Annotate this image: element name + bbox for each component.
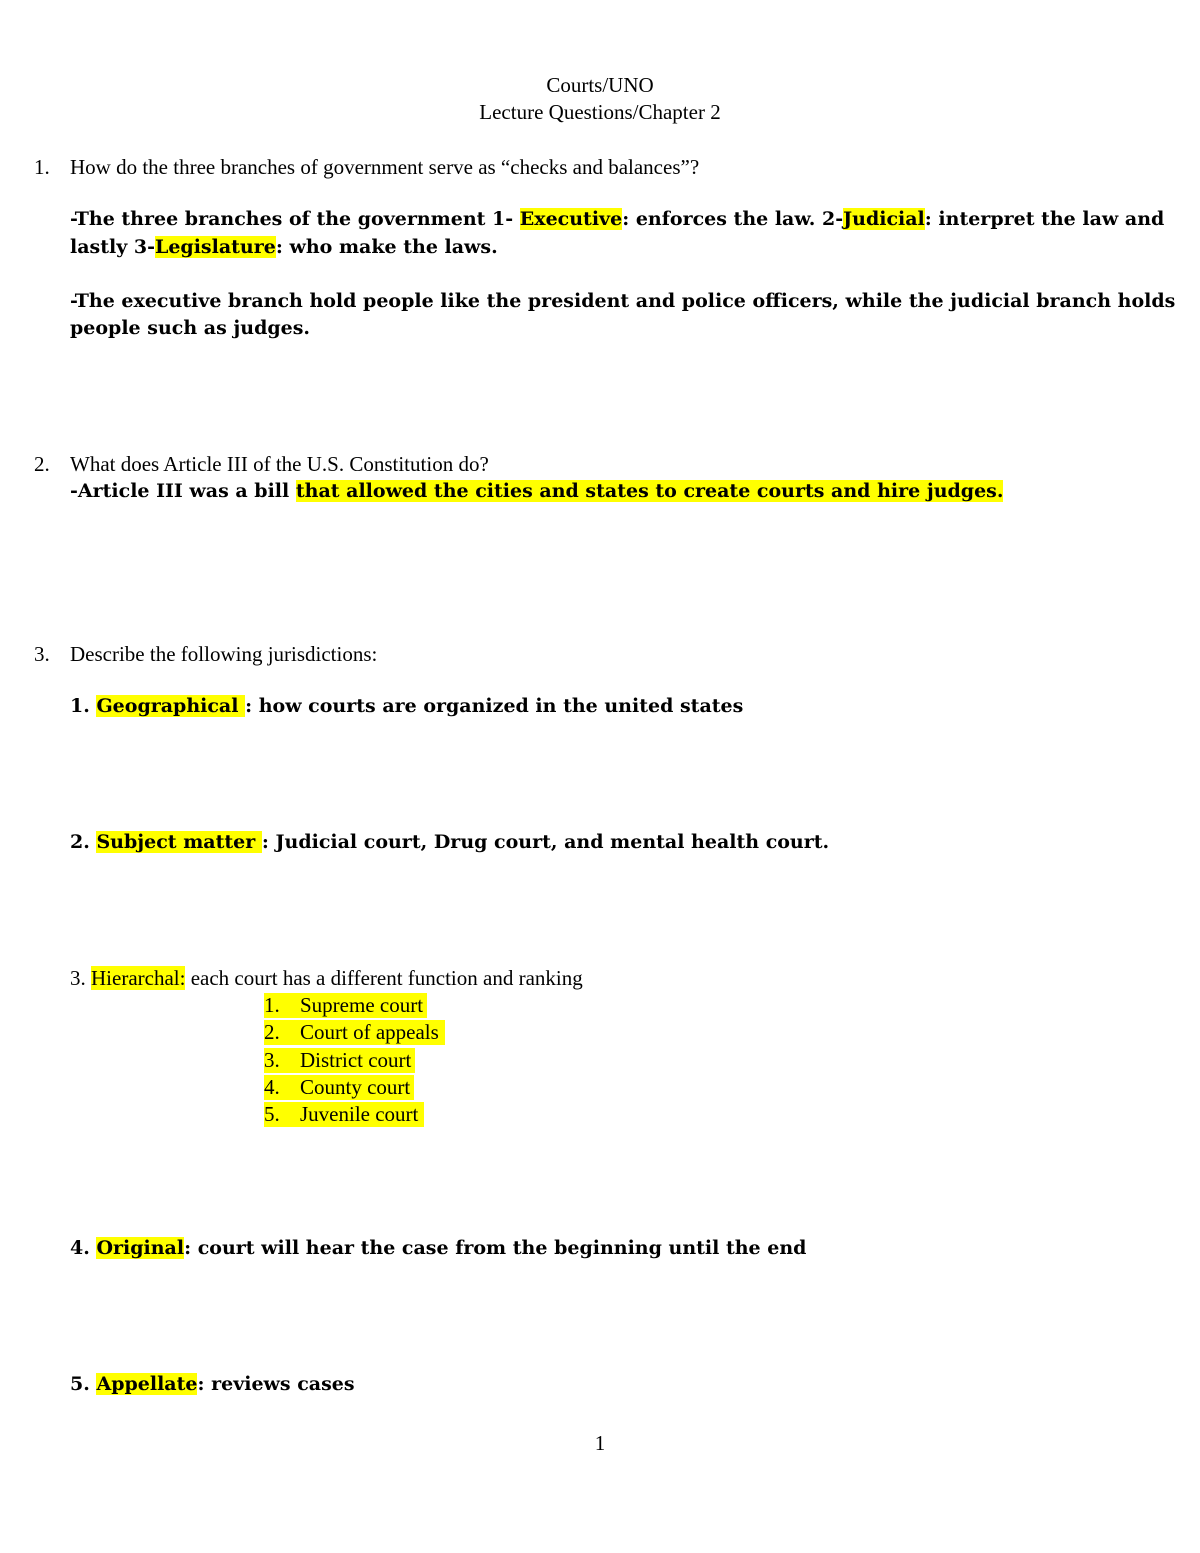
- answer-text: -Article III was a bill: [70, 480, 296, 502]
- item-description: : how courts are organized in the united states: [245, 695, 744, 717]
- court-number: 5.: [264, 1102, 280, 1126]
- page-title: Courts/UNO: [546, 73, 654, 97]
- court-list-item: [264, 1075, 414, 1100]
- answer-line: [70, 480, 1003, 502]
- highlighted-term: Judicial: [843, 208, 925, 230]
- highlighted-term: Hierarchal:: [91, 966, 186, 990]
- jurisdiction-item: [70, 966, 583, 991]
- jurisdiction-item: [70, 695, 743, 717]
- question-text: How do the three branches of government serve as “checks and balances”?: [70, 155, 700, 179]
- question-text: What does Article III of the U.S. Constitution do?: [70, 452, 489, 476]
- answer-text: : who make the laws.: [275, 236, 498, 258]
- court-number: 4.: [264, 1075, 280, 1099]
- highlighted-term: Appellate: [96, 1373, 198, 1395]
- jurisdiction-item: [70, 1237, 806, 1259]
- answer-text: -The three branches of the government 1-: [70, 208, 520, 230]
- item-number: 5.: [70, 1373, 97, 1395]
- item-number: 2.: [70, 831, 97, 853]
- item-description: : Judicial court, Drug court, and mental health court.: [261, 831, 830, 853]
- jurisdiction-item: [70, 831, 829, 853]
- answer-text: : enforces the law. 2-: [622, 208, 844, 230]
- answer-line: [70, 208, 1164, 230]
- answer-line: people such as judges.: [70, 317, 311, 339]
- court-name: County court: [300, 1075, 411, 1099]
- item-number: 4.: [70, 1237, 97, 1259]
- highlighted-term: Executive: [519, 208, 623, 230]
- highlighted-term: Original: [96, 1237, 185, 1259]
- highlighted-answer: that allowed the cities and states to create courts and hire judges.: [295, 480, 1004, 502]
- court-list-item: [264, 1102, 424, 1127]
- answer-text: : interpret the law and: [924, 208, 1165, 230]
- court-name: Supreme court: [300, 993, 424, 1017]
- item-description: : court will hear the case from the beginning until the end: [184, 1237, 807, 1259]
- question-text: Describe the following jurisdictions:: [70, 642, 378, 666]
- item-description: each court has a different function and ranking: [185, 966, 583, 990]
- item-number: 3.: [70, 966, 91, 990]
- page-number: 1: [594, 1431, 606, 1455]
- court-number: 3.: [264, 1048, 280, 1072]
- question-number: 3.: [34, 642, 50, 666]
- answer-line: -The executive branch hold people like the president and police officers, while the judicial branch holds: [70, 290, 1176, 312]
- question-number: 2.: [34, 452, 50, 476]
- question-number: 1.: [34, 155, 50, 179]
- highlighted-term: Legislature: [154, 236, 276, 258]
- highlighted-term: Subject matter: [96, 831, 262, 853]
- page-subtitle: Lecture Questions/Chapter 2: [479, 100, 721, 124]
- court-number: 2.: [264, 1020, 280, 1044]
- highlighted-term: Geographical: [96, 695, 246, 717]
- court-name: Court of appeals: [300, 1020, 439, 1044]
- court-name: Juvenile court: [300, 1102, 419, 1126]
- item-number: 1.: [70, 695, 97, 717]
- court-number: 1.: [264, 993, 280, 1017]
- answer-line: [70, 236, 498, 258]
- answer-text: lastly 3-: [70, 236, 155, 258]
- jurisdiction-item: [70, 1373, 355, 1395]
- item-description: : reviews cases: [197, 1373, 355, 1395]
- court-list-item: [264, 1048, 415, 1073]
- court-name: District court: [300, 1048, 412, 1072]
- court-list-item: [264, 993, 427, 1018]
- court-list-item: [264, 1020, 445, 1045]
